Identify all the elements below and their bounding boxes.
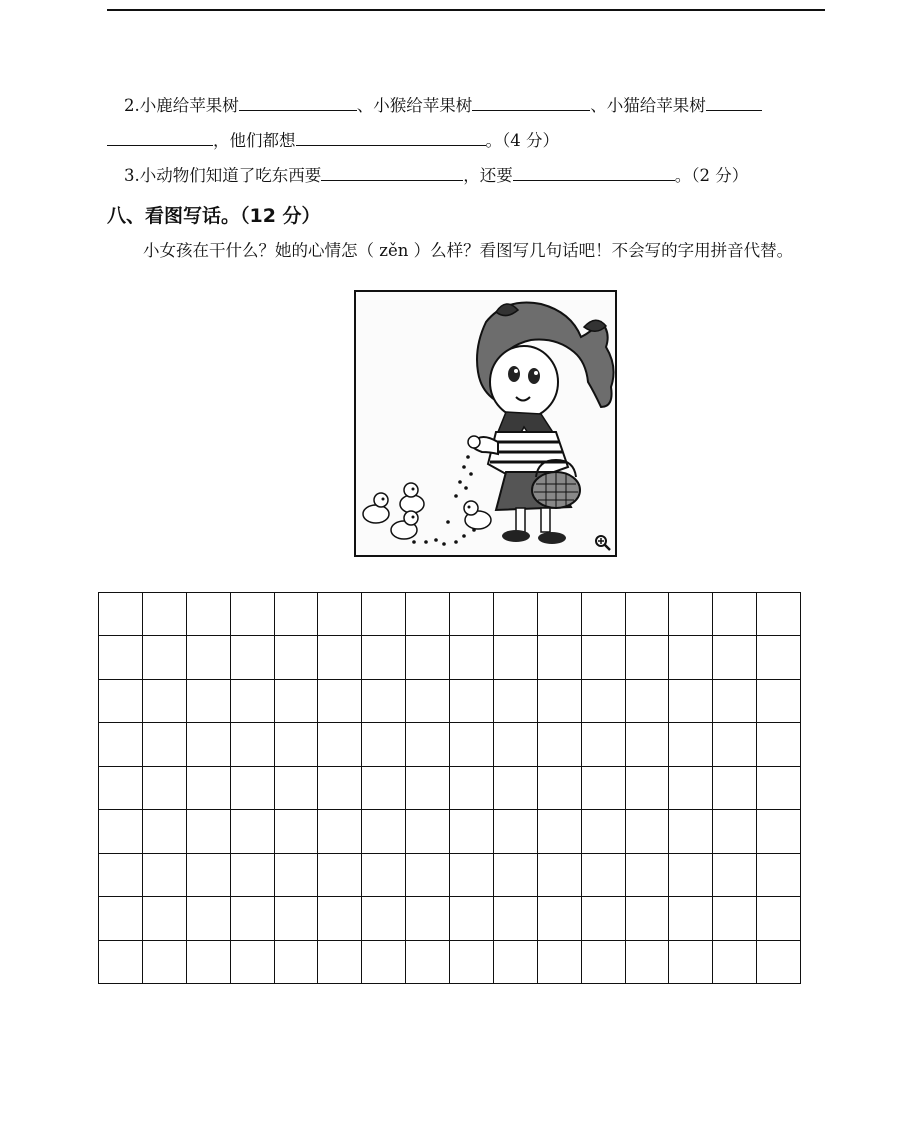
grid-cell[interactable] <box>318 679 362 722</box>
grid-cell[interactable] <box>450 593 494 636</box>
grid-row <box>99 636 801 679</box>
grid-cell[interactable] <box>625 636 669 679</box>
grid-cell[interactable] <box>669 853 713 896</box>
grid-cell[interactable] <box>669 723 713 766</box>
grid-cell[interactable] <box>186 853 230 896</box>
grid-cell[interactable] <box>230 636 274 679</box>
grid-cell[interactable] <box>99 897 143 940</box>
grid-cell[interactable] <box>581 593 625 636</box>
grid-cell[interactable] <box>713 810 757 853</box>
separator: 、 <box>356 96 374 115</box>
grid-cell[interactable] <box>493 679 537 722</box>
grid-cell[interactable] <box>99 679 143 722</box>
grid-cell[interactable] <box>450 853 494 896</box>
question-2-deer-text: 小鹿给苹果树 <box>139 96 239 115</box>
grid-cell[interactable] <box>757 636 801 679</box>
grid-cell[interactable] <box>713 723 757 766</box>
grid-cell[interactable] <box>757 679 801 722</box>
separator: 、 <box>590 96 607 115</box>
grid-cell[interactable] <box>99 636 143 679</box>
grid-cell[interactable] <box>230 897 274 940</box>
grid-cell[interactable] <box>99 940 143 984</box>
grid-cell[interactable] <box>625 940 669 984</box>
grid-cell[interactable] <box>713 679 757 722</box>
grid-cell[interactable] <box>669 940 713 984</box>
grid-cell[interactable] <box>318 593 362 636</box>
grid-cell[interactable] <box>625 897 669 940</box>
grid-cell[interactable] <box>713 593 757 636</box>
grid-cell[interactable] <box>186 593 230 636</box>
grid-cell[interactable] <box>318 810 362 853</box>
grid-cell[interactable] <box>362 766 406 809</box>
grid-cell[interactable] <box>625 766 669 809</box>
grid-cell[interactable] <box>142 940 186 984</box>
grid-cell[interactable] <box>450 810 494 853</box>
grid-row <box>99 810 801 853</box>
question-2-number: 2. <box>124 96 140 115</box>
grid-cell[interactable] <box>757 810 801 853</box>
grid-cell[interactable] <box>450 897 494 940</box>
grid-cell[interactable] <box>669 636 713 679</box>
grid-cell[interactable] <box>757 723 801 766</box>
grid-cell[interactable] <box>581 723 625 766</box>
shoe-right <box>538 532 566 544</box>
grid-cell[interactable] <box>274 679 318 722</box>
grid-cell[interactable] <box>186 766 230 809</box>
grid-cell[interactable] <box>669 766 713 809</box>
grid-cell[interactable] <box>186 940 230 984</box>
grid-cell[interactable] <box>186 679 230 722</box>
grid-cell[interactable] <box>362 897 406 940</box>
grid-cell[interactable] <box>757 766 801 809</box>
grid-cell[interactable] <box>581 897 625 940</box>
grid-cell[interactable] <box>450 940 494 984</box>
header-rule <box>107 9 825 11</box>
grid-cell[interactable] <box>537 940 581 984</box>
grid-cell[interactable] <box>318 636 362 679</box>
grid-cell[interactable] <box>362 636 406 679</box>
grid-cell[interactable] <box>186 897 230 940</box>
grid-cell[interactable] <box>450 723 494 766</box>
question-2-line-1 <box>124 94 762 117</box>
question-3-number: 3. <box>124 166 140 185</box>
grid-cell[interactable] <box>362 940 406 984</box>
grid-cell[interactable] <box>757 593 801 636</box>
grid-cell[interactable] <box>274 723 318 766</box>
grid-cell[interactable] <box>537 897 581 940</box>
grid-cell[interactable] <box>669 810 713 853</box>
zoom-icon <box>596 536 610 550</box>
grid-cell[interactable] <box>318 723 362 766</box>
grid-row <box>99 723 801 766</box>
grid-cell[interactable] <box>537 723 581 766</box>
grid-cell[interactable] <box>406 679 450 722</box>
grid-cell[interactable] <box>493 940 537 984</box>
grid-row <box>99 593 801 636</box>
grid-cell[interactable] <box>450 679 494 722</box>
question-2-they-think-text: 他们都想 <box>229 131 296 150</box>
separator: 。 <box>485 131 502 150</box>
grid-cell[interactable] <box>713 940 757 984</box>
girl-feeding-chicks-illustration <box>354 290 617 557</box>
grid-cell[interactable] <box>537 810 581 853</box>
grid-cell[interactable] <box>757 853 801 896</box>
grid-row <box>99 940 801 984</box>
grid-cell[interactable] <box>274 593 318 636</box>
grid-cell[interactable] <box>581 940 625 984</box>
grid-cell[interactable] <box>493 636 537 679</box>
writing-grid <box>98 592 801 984</box>
grid-cell[interactable] <box>493 853 537 896</box>
grid-cell[interactable] <box>274 897 318 940</box>
grid-cell[interactable] <box>142 679 186 722</box>
question-3-score: （2 分） <box>691 166 749 185</box>
grid-cell[interactable] <box>230 810 274 853</box>
grid-cell[interactable] <box>493 723 537 766</box>
section-8-prompt: 小女孩在干什么？她的心情怎（ zěn ）么样？看图写几句话吧！不会写的字用拼音代替。 <box>143 241 794 260</box>
grid-cell[interactable] <box>186 723 230 766</box>
hair-bow-right <box>584 320 606 331</box>
question-3-line <box>124 164 748 187</box>
grid-cell[interactable] <box>625 679 669 722</box>
grid-cell[interactable] <box>362 810 406 853</box>
grid-cell[interactable] <box>362 723 406 766</box>
grid-cell[interactable] <box>99 853 143 896</box>
grid-cell[interactable] <box>230 853 274 896</box>
chicks-group <box>363 483 491 539</box>
grid-cell[interactable] <box>625 853 669 896</box>
answer-blank-eat-needs[interactable] <box>321 164 463 181</box>
grid-cell[interactable] <box>318 853 362 896</box>
grid-cell[interactable] <box>493 766 537 809</box>
separator: ， <box>213 131 230 150</box>
grid-cell[interactable] <box>318 940 362 984</box>
separator: ， <box>463 166 480 185</box>
separator: 。 <box>674 166 692 185</box>
answer-blank-deer[interactable] <box>239 94 357 111</box>
grid-cell[interactable] <box>142 853 186 896</box>
eye-left <box>508 366 520 382</box>
grid-cell[interactable] <box>625 593 669 636</box>
grid-cell[interactable] <box>450 636 494 679</box>
question-2-score: （4 分） <box>502 131 559 150</box>
question-2-line-2 <box>107 129 559 152</box>
grid-cell[interactable] <box>581 766 625 809</box>
answer-blank-they-think[interactable] <box>296 129 486 146</box>
grid-cell[interactable] <box>230 940 274 984</box>
grid-cell[interactable] <box>142 723 186 766</box>
grid-cell[interactable] <box>99 766 143 809</box>
grid-cell[interactable] <box>669 593 713 636</box>
grid-cell[interactable] <box>713 766 757 809</box>
grid-cell[interactable] <box>625 723 669 766</box>
answer-blank-monkey[interactable] <box>472 94 590 111</box>
answer-blank-cat-start[interactable] <box>706 94 762 111</box>
grid-cell[interactable] <box>537 679 581 722</box>
grid-row <box>99 766 801 809</box>
grid-cell[interactable] <box>537 593 581 636</box>
grid-cell[interactable] <box>230 766 274 809</box>
grid-cell[interactable] <box>713 853 757 896</box>
grid-cell[interactable] <box>406 897 450 940</box>
section-8-heading: 八、看图写话。（12 分） <box>107 205 321 227</box>
grid-cell[interactable] <box>274 853 318 896</box>
grid-cell[interactable] <box>99 723 143 766</box>
grid-cell[interactable] <box>318 766 362 809</box>
grid-cell[interactable] <box>406 853 450 896</box>
grid-cell[interactable] <box>274 766 318 809</box>
grid-cell[interactable] <box>537 853 581 896</box>
grid-cell[interactable] <box>142 897 186 940</box>
grid-cell[interactable] <box>581 636 625 679</box>
grid-cell[interactable] <box>669 679 713 722</box>
grid-cell[interactable] <box>406 810 450 853</box>
grid-cell[interactable] <box>318 897 362 940</box>
grid-cell[interactable] <box>493 810 537 853</box>
grid-cell[interactable] <box>362 853 406 896</box>
grid-cell[interactable] <box>230 593 274 636</box>
grid-cell[interactable] <box>450 766 494 809</box>
grid-cell[interactable] <box>362 593 406 636</box>
grid-row <box>99 679 801 722</box>
grid-cell[interactable] <box>537 766 581 809</box>
grid-cell[interactable] <box>406 593 450 636</box>
grid-cell[interactable] <box>142 810 186 853</box>
eye-right <box>528 368 540 384</box>
grid-cell[interactable] <box>493 593 537 636</box>
answer-blank-cat-end[interactable] <box>107 129 213 146</box>
grid-cell[interactable] <box>274 810 318 853</box>
hand <box>468 436 480 448</box>
grid-cell[interactable] <box>142 636 186 679</box>
grid-cell[interactable] <box>230 723 274 766</box>
grid-cell[interactable] <box>362 679 406 722</box>
grid-cell[interactable] <box>406 766 450 809</box>
grid-cell[interactable] <box>274 636 318 679</box>
grid-cell[interactable] <box>186 810 230 853</box>
grid-cell[interactable] <box>406 723 450 766</box>
illustration-svg <box>356 292 615 555</box>
grid-cell[interactable] <box>669 897 713 940</box>
question-2-cat-text: 小猫给苹果树 <box>606 96 706 115</box>
grid-cell[interactable] <box>142 593 186 636</box>
grid-cell[interactable] <box>186 636 230 679</box>
face-shape <box>490 346 558 418</box>
grid-cell[interactable] <box>406 940 450 984</box>
grid-cell[interactable] <box>581 679 625 722</box>
question-2-monkey-text: 小猴给苹果树 <box>373 96 473 115</box>
grid-cell[interactable] <box>625 810 669 853</box>
grid-cell[interactable] <box>713 636 757 679</box>
grid-cell[interactable] <box>99 593 143 636</box>
grid-row <box>99 853 801 896</box>
grid-row <box>99 897 801 940</box>
grid-cell[interactable] <box>406 636 450 679</box>
grid-cell[interactable] <box>757 940 801 984</box>
answer-blank-also-needs[interactable] <box>513 164 675 181</box>
grid-cell[interactable] <box>713 897 757 940</box>
grid-cell[interactable] <box>581 810 625 853</box>
grid-cell[interactable] <box>757 897 801 940</box>
grid-cell[interactable] <box>230 679 274 722</box>
grid-cell[interactable] <box>581 853 625 896</box>
grid-cell[interactable] <box>142 766 186 809</box>
question-3-also-text: 还要 <box>479 166 513 185</box>
grid-cell[interactable] <box>493 897 537 940</box>
grid-cell[interactable] <box>99 810 143 853</box>
shoe-left <box>502 530 530 542</box>
grid-cell[interactable] <box>274 940 318 984</box>
grid-cell[interactable] <box>537 636 581 679</box>
question-3-text: 小动物们知道了吃东西要 <box>139 166 322 185</box>
